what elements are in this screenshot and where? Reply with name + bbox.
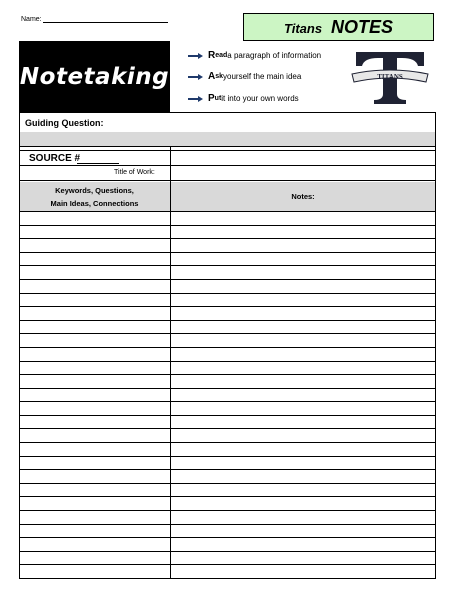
notes-row-line <box>19 333 436 334</box>
guiding-question-field[interactable] <box>19 132 436 146</box>
name-label: Name: <box>21 16 42 23</box>
notes-row-line <box>19 293 436 294</box>
divider <box>19 112 436 113</box>
name-field[interactable] <box>43 22 168 23</box>
divider <box>19 180 436 181</box>
keywords-header-line1: Keywords, Questions, <box>55 186 134 195</box>
rap-rest: ead <box>215 52 228 59</box>
rap-initial: P <box>208 93 215 104</box>
source-label: SOURCE # <box>29 153 81 164</box>
source-number-field[interactable] <box>77 163 119 164</box>
keywords-header-line2: Main Ideas, Connections <box>50 199 139 208</box>
notes-row-line <box>19 442 436 443</box>
rap-step-read <box>188 50 321 61</box>
notes-row-line <box>19 211 436 212</box>
notes-row-line <box>19 320 436 321</box>
notetaking-title: Notetaking <box>19 63 170 90</box>
rap-step-put <box>188 93 299 104</box>
notes-row-line <box>19 469 436 470</box>
notes-row-line <box>19 578 436 579</box>
rap-text: yourself the main idea <box>223 72 302 81</box>
divider <box>19 146 436 147</box>
divider <box>19 165 436 166</box>
rap-rest: sk <box>215 73 224 80</box>
logo-text: TITANS <box>377 73 403 81</box>
notes-row-line <box>19 524 436 525</box>
notes-row-line <box>19 483 436 484</box>
notes-row-line <box>19 306 436 307</box>
notes-row-line <box>19 401 436 402</box>
titans-notes-box <box>243 13 434 41</box>
title-of-work-label: Title of Work: <box>114 169 155 176</box>
titans-t-logo-icon <box>350 48 430 106</box>
notes-column-header: Notes: <box>291 192 315 201</box>
notes-row-line <box>19 279 436 280</box>
notes-row-line <box>19 537 436 538</box>
keywords-column-header <box>19 184 170 210</box>
notes-row-line <box>19 225 436 226</box>
arrow-right-icon <box>188 51 203 61</box>
notes-row-line <box>19 374 436 375</box>
notes-row-line <box>19 361 436 362</box>
notes-label: NOTES <box>330 17 393 37</box>
notes-row-line <box>19 496 436 497</box>
notes-row-line <box>19 428 436 429</box>
divider <box>19 150 436 151</box>
notes-row-line <box>19 551 436 552</box>
notetaking-banner <box>19 41 170 112</box>
table-border-right <box>435 112 436 579</box>
rap-initial: A <box>208 71 216 82</box>
rap-text: a paragraph of information <box>227 51 322 60</box>
rap-initial: R <box>208 50 216 61</box>
titans-label: Titans <box>284 21 323 36</box>
notes-row-line <box>19 510 436 511</box>
notes-row-line <box>19 564 436 565</box>
notes-row-line <box>19 388 436 389</box>
notes-row-line <box>19 347 436 348</box>
table-border-left <box>19 112 20 579</box>
notes-row-line <box>19 265 436 266</box>
notes-row-line <box>19 456 436 457</box>
notes-row-line <box>19 415 436 416</box>
rap-text: it into your own words <box>221 94 299 103</box>
notes-row-line <box>19 252 436 253</box>
rap-rest: ut <box>214 95 222 102</box>
rap-step-ask <box>188 71 301 82</box>
guiding-question-label: Guiding Question: <box>25 118 104 128</box>
notes-row-line <box>19 238 436 239</box>
arrow-right-icon <box>188 72 203 82</box>
arrow-right-icon <box>188 94 203 104</box>
